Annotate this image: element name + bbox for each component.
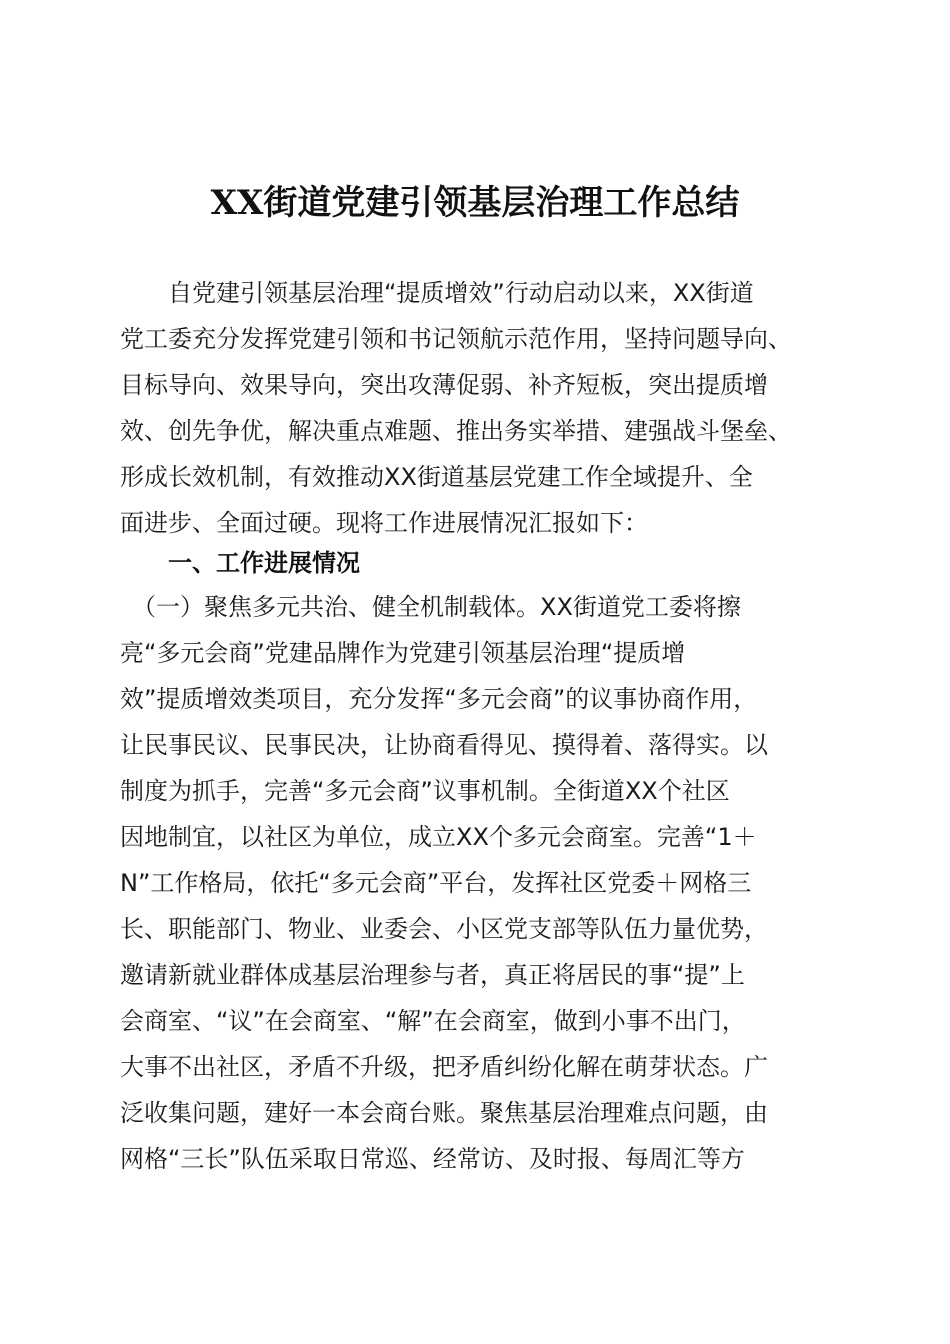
text-line: 自党建引领基层治理“提质增效”行动启动以来，XX街道 [120, 279, 754, 307]
intro-paragraph [120, 270, 832, 546]
text-line: 邀请新就业群体成基层治理参与者，真正将居民的事“提”上 [120, 961, 745, 989]
text-line: 泛收集问题，建好一本会商台账。聚焦基层治理难点问题，由 [120, 1099, 768, 1127]
text-line: 效、创先争优，解决重点难题、推出务实举措、建强战斗堡垒、 [120, 417, 792, 445]
text-line: 网格“三长”队伍采取日常巡、经常访、及时报、每周汇等方 [120, 1145, 745, 1173]
text-line: 制度为抓手，完善“多元会商”议事机制。全街道XX个社区 [120, 777, 730, 805]
text-line: N”工作格局，依托“多元会商”平台，发挥社区党委＋网格三 [120, 869, 752, 897]
text-line: 目标导向、效果导向，突出攻薄促弱、补齐短板，突出提质增 [120, 371, 768, 399]
text-line: 长、职能部门、物业、业委会、小区党支部等队伍力量优势， [120, 915, 768, 943]
section-heading: 一、工作进展情况 [168, 549, 360, 577]
section-paragraph [120, 584, 832, 1182]
document-title: XX街道党建引领基层治理工作总结 [210, 183, 740, 223]
text-line: （一）聚焦多元共治、健全机制载体。XX街道党工委将擦 [120, 593, 741, 621]
text-line: 效”提质增效类项目，充分发挥“多元会商”的议事协商作用， [120, 685, 758, 713]
text-line: 党工委充分发挥党建引领和书记领航示范作用，坚持问题导向、 [120, 325, 792, 353]
text-line: 亮“多元会商”党建品牌作为党建引领基层治理“提质增 [120, 639, 686, 667]
text-line: 让民事民议、民事民决，让协商看得见、摸得着、落得实。以 [120, 731, 768, 759]
text-line: 因地制宜，以社区为单位，成立XX个多元会商室。完善“1＋ [120, 823, 757, 851]
text-line: 面进步、全面过硬。现将工作进展情况汇报如下： [120, 509, 648, 537]
text-line: 形成长效机制，有效推动XX街道基层党建工作全域提升、全 [120, 463, 753, 491]
text-line: 大事不出社区，矛盾不升级，把矛盾纠纷化解在萌芽状态。广 [120, 1053, 768, 1081]
text-line: 会商室、“议”在会商室、“解”在会商室，做到小事不出门， [120, 1007, 746, 1035]
